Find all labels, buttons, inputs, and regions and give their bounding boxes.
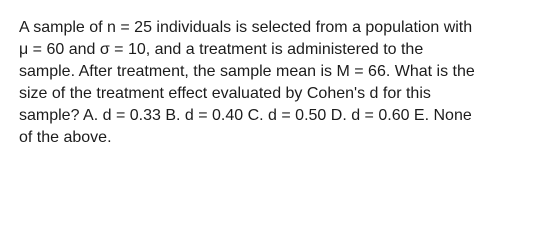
question-line: A sample of n = 25 individuals is selected from a population with xyxy=(19,19,473,36)
question-line: sample. After treatment, the sample mean is M = 66. What is the xyxy=(19,63,475,80)
question-line: μ = 60 and σ = 10, and a treatment is administered to the xyxy=(19,41,424,58)
question-text xyxy=(19,17,543,149)
question-line: of the above. xyxy=(19,129,112,146)
question-line: size of the treatment effect evaluated by Cohen's d for this xyxy=(19,85,431,102)
question-line: sample? A. d = 0.33 B. d = 0.40 C. d = 0.50 D. d = 0.60 E. None xyxy=(19,107,472,124)
